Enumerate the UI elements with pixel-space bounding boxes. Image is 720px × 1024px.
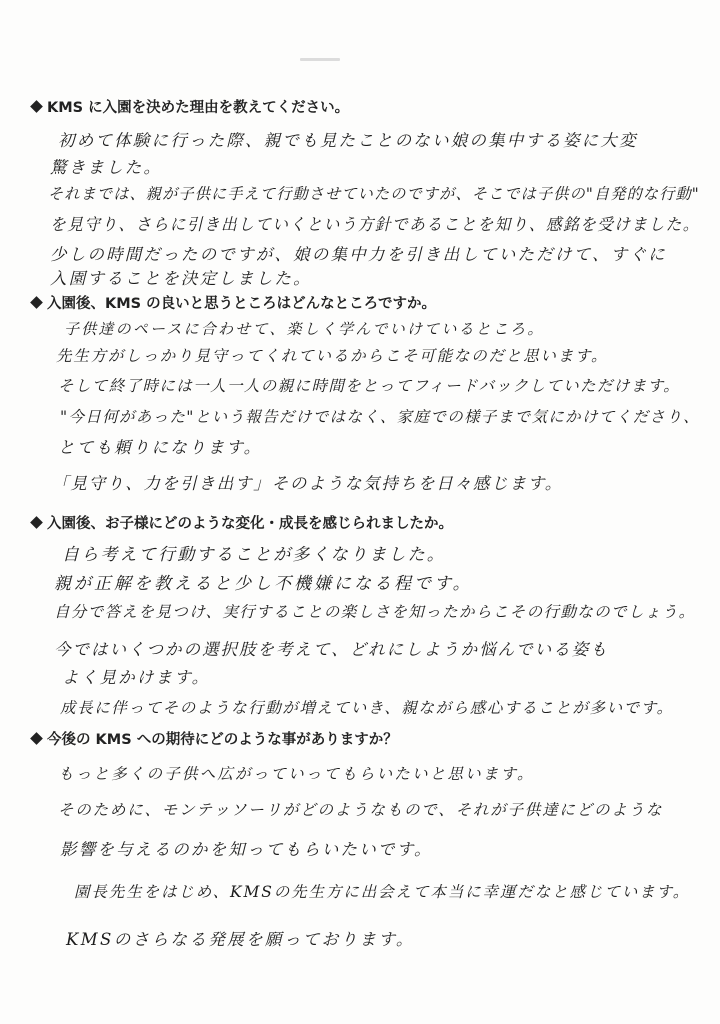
question-text: KMS に入園を決めた理由を教えてください。 <box>47 100 350 116</box>
answer-line: 自ら考えて行動することが多くなりました。 <box>62 545 446 565</box>
answer-line: 影響を与えるのかを知ってもらいたいです。 <box>60 840 433 859</box>
answer-line: 親が正解を教えると少し不機嫌になる程です。 <box>54 574 473 594</box>
answer-line: 驚きました。 <box>50 158 163 177</box>
diamond-bullet-icon <box>30 100 43 113</box>
answer-line: 子供達のペースに合わせて、楽しく学んでいけているところ。 <box>64 320 545 338</box>
question-text: 入園後、KMS の良いと思うところはどんなところですか。 <box>47 296 437 312</box>
answer-line: よく見かけます。 <box>62 668 211 687</box>
question-heading <box>30 512 453 533</box>
diamond-bullet-icon <box>30 296 43 309</box>
answer-line: 入園することを決定しました。 <box>50 269 312 288</box>
answer-line: を見守り、さらに引き出していくという方針であることを知り、感銘を受けました。 <box>50 215 700 234</box>
answer-line: 「見守り、力を引き出す」そのような気持ちを日々感じます。 <box>52 474 564 493</box>
answer-line: 成長に伴ってそのような行動が増えていき、親ながら感心することが多いです。 <box>60 699 674 717</box>
answer-line: もっと多くの子供へ広がっていってもらいたいと思います。 <box>58 765 535 783</box>
answer-line: それまでは、親が子供に手えて行動させていたのですが、そこでは子供の"自発的な行動" <box>48 185 700 203</box>
question-heading <box>30 292 436 313</box>
question-heading <box>30 96 349 117</box>
answer-line: "今日何があった"という報告だけではなく、家庭での様子まで気にかけてくださり、 <box>60 408 700 426</box>
answer-line: 先生方がしっかり見守ってくれているからこそ可能なのだと思います。 <box>56 347 609 365</box>
diamond-bullet-icon <box>30 732 43 745</box>
answer-line: KMSのさらなる発展を願っております。 <box>66 930 415 949</box>
answer-line: 園長先生をはじめ、KMSの先生方に出会えて本当に幸運だなと感じています。 <box>74 883 691 901</box>
answer-line: 少しの時間だったのですが、娘の集中力を引き出していただけて、すぐに <box>50 245 667 264</box>
answer-line: そのために、モンテッソーリがどのようなもので、それが子供達にどのような <box>58 801 664 819</box>
question-text: 入園後、お子様にどのような変化・成長を感じられましたか。 <box>47 516 453 532</box>
answer-line: そして終了時には一人一人の親に時間をとってフィードバックしていただけます。 <box>58 377 681 395</box>
diamond-bullet-icon <box>30 516 43 529</box>
answer-line: 自分で答えを見つけ、実行することの楽しさを知ったからこその行動なのでしょう。 <box>54 603 696 621</box>
scan-mark <box>300 58 340 61</box>
answer-line: 今ではいくつかの選択肢を考えて、どれにしようか悩んでいる姿も <box>54 640 609 659</box>
answer-line: 初めて体験に行った際、親でも見たことのない娘の集中する姿に大変 <box>58 131 638 150</box>
answer-line: とても頼りになります。 <box>58 438 263 457</box>
question-text: 今後の KMS への期待にどのような事がありますか？ <box>47 732 398 748</box>
question-heading <box>30 728 398 749</box>
